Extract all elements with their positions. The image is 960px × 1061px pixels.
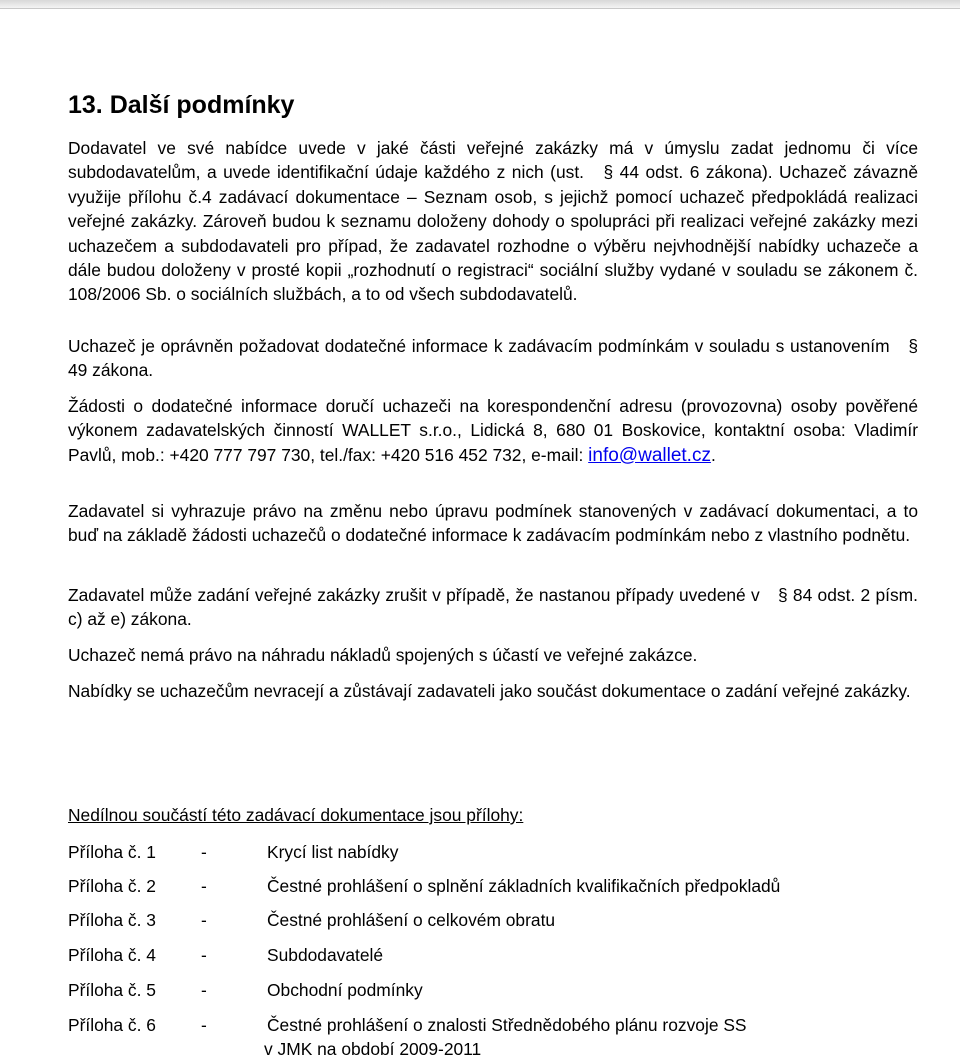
section-sign-icon: § — [603, 162, 614, 183]
attachment-description: Čestné prohlášení o celkovém obratu — [267, 910, 556, 930]
paragraph-offers: Nabídky se uchazečům nevracejí a zůstávají zadavateli jako součást dokumentace o zadání veřejné zakázky. — [68, 681, 911, 701]
paragraph-additional-info-right — [68, 334, 918, 383]
attachment-label: Příloha č. 3 — [68, 910, 156, 930]
section-heading: 13. Další podmínky — [68, 91, 295, 119]
attachment-description: Subdodavatelé — [267, 945, 384, 965]
attachment-dash: - — [201, 876, 207, 896]
paragraph-requests — [68, 394, 918, 468]
paragraph-subcontractors — [68, 136, 918, 307]
attachment-dash: - — [201, 1015, 207, 1035]
attachment-dash: - — [201, 980, 207, 1000]
paragraph-additional-info-text: Uchazeč je oprávněn požadovat dodatečné informace k zadávacím podmínkám v souladu s ustanovením — [68, 336, 890, 356]
section-sign-icon: § — [908, 336, 918, 356]
attachment-label: Příloha č. 1 — [68, 842, 156, 862]
attachment-dash: - — [201, 910, 207, 930]
attachment-description-continued: v JMK na období 2009-2011 — [264, 1039, 482, 1059]
attachment-description: Čestné prohlášení o splnění základních kvalifikačních předpokladů — [267, 876, 781, 896]
attachment-description: Krycí list nabídky — [267, 842, 399, 862]
paragraph-subcontractors-start: Dodavatel ve své nabídce uvede v jaké části veřejné zakázky má v úmyslu zadat jednomu či více subdodavatelům, a uvede identifikační údaje každého z nich (ust. — [68, 138, 918, 183]
paragraph-requests-end: . — [710, 444, 716, 465]
attachment-description: Čestné prohlášení o znalosti Střednědobého plánu rozvoje SS — [267, 1015, 747, 1035]
attachment-label: Příloha č. 4 — [68, 945, 156, 965]
paragraph-cancellation — [68, 583, 918, 632]
attachment-label: Příloha č. 5 — [68, 980, 156, 1000]
attachment-dash: - — [201, 945, 207, 965]
attachment-description: Obchodní podmínky — [267, 980, 423, 1000]
paragraph-reservation: Zadavatel si vyhrazuje právo na změnu nebo úpravu podmínek stanovených v zadávací dokumentaci, a to buď na základě žádosti uchazečů o dodatečné informace k zadávacím podmínkám nebo z vlastního podnětu. — [68, 501, 918, 546]
paragraph-cancellation-text: Zadavatel může zadání veřejné zakázky zrušit v případě, že nastanou případy uvedené v — [68, 585, 760, 605]
paragraph-costs: Uchazeč nemá právo na náhradu nákladů spojených s účastí ve veřejné zakázce. — [68, 645, 698, 665]
attachments-title: Nedílnou součástí této zadávací dokumentace jsou přílohy: — [68, 805, 524, 825]
attachment-dash: - — [201, 842, 207, 862]
attachment-label: Příloha č. 6 — [68, 1015, 156, 1035]
paragraph-cancellation-ref: 84 odst. 2 písm. c) až e) zákona. — [68, 585, 918, 630]
paragraph-requests-text: Žádosti o dodatečné informace doručí uchazeči na korespondenční adresu (provozovna) osoby pověřené výkonem zadavatelských činností WALLET s.r.o., Lidická 8, 680 01 Boskovice, kontaktní osoba: Vladimír Pavlů, mob.: +420 777 797 730, tel./fax: +420 516 452 732, e-mail: — [68, 396, 918, 465]
section-sign-icon: § — [777, 585, 788, 605]
email-link[interactable]: info@wallet.cz — [588, 444, 711, 466]
top-rule — [0, 0, 960, 9]
paragraph-subcontractors-rest: 44 odst. 6 zákona). Uchazeč závazně využije přílohu č.4 zadávací dokumentace – Seznam osob, s jejichž pomocí uchazeč předpokládá realizaci veřejné zakázky. Zároveň budou k seznamu doloženy dohody o spolupráci při realizaci veřejné zakázky mezi uchazečem a subdodavateli pro případ, že zadavatel rozhodne o výběru nejvhodnější nabídky uchazeče a dále budou doloženy v prosté kopii „rozhodnutí o registraci“ sociální služby vydané v souladu se zákonem č. 108/2006 Sb. o sociálních službách, a to od všech subdodavatelů. — [68, 162, 918, 305]
paragraph-additional-info-ref: 49 zákona. — [68, 360, 154, 381]
attachment-label: Příloha č. 2 — [68, 876, 156, 896]
